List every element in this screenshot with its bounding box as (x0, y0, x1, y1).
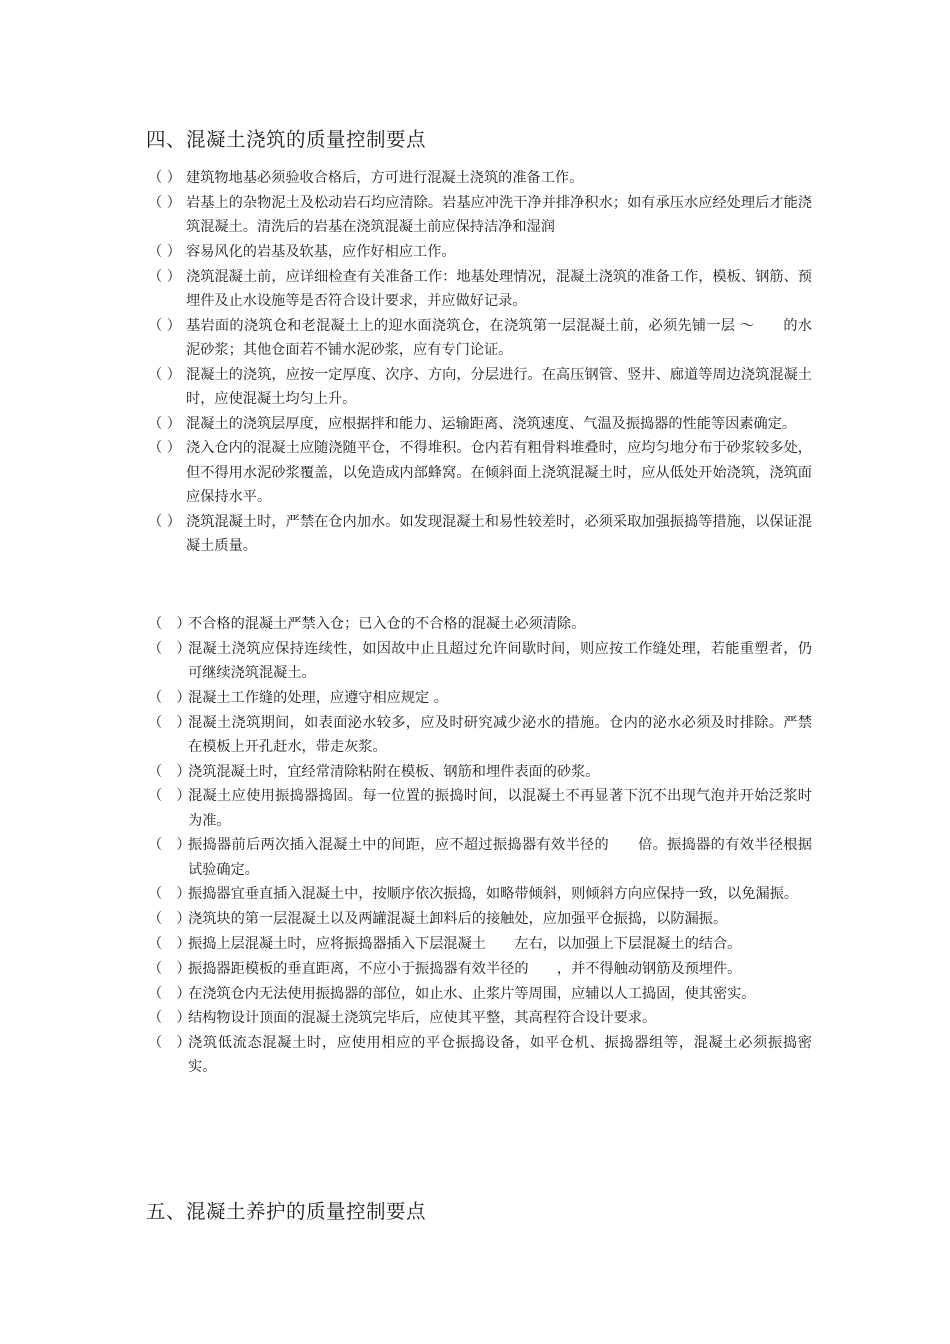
item-text: 浇筑混凝土时，严禁在仓内加水。如发现混凝土和易性较差时，必须采取加强振捣等措施，以保证混凝土质量。 (186, 513, 812, 554)
answer-bracket: （ ） (148, 960, 191, 977)
checklist-item (148, 412, 812, 436)
checklist-item (148, 612, 812, 636)
checklist-item (148, 982, 812, 1006)
checklist-item (148, 686, 812, 710)
answer-bracket: （ ） (148, 1035, 191, 1052)
answer-bracket: （ ） (148, 317, 181, 334)
item-text: 混凝土工作缝的处理，应遵守相应规定 。 (188, 689, 448, 706)
item-text: 振捣器前后两次插入混凝土中的间距，应不超过振捣器有效半径的 倍。振捣器的有效半径根据试验确定。 (188, 837, 812, 878)
checklist-item (148, 711, 812, 759)
checklist-item (148, 191, 812, 239)
checklist-item (148, 510, 812, 558)
item-text: 在浇筑仓内无法使用振捣器的部位，如止水、止浆片等周围，应辅以人工捣固，使其密实。 (188, 985, 756, 1002)
answer-bracket: （ ） (148, 911, 191, 928)
item-text: 振捣器距模板的垂直距离，不应小于振捣器有效半径的 ，并不得触动钢筋及预埋件。 (188, 960, 742, 977)
checklist-item (148, 265, 812, 313)
item-text: 岩基上的杂物泥土及松动岩石均应清除。岩基应冲洗干净并排净积水；如有承压水应经处理后才能浇筑混凝土。清洗后的岩基在浇筑混凝土前应保持洁净和湿润 (186, 194, 812, 235)
checklist-item (148, 760, 812, 784)
answer-bracket: （ ） (148, 788, 191, 805)
checklist-item (148, 1031, 812, 1079)
checklist-item (148, 784, 812, 832)
item-text: 容易风化的岩基及软基，应作好相应工作。 (186, 243, 456, 260)
item-text: 浇筑块的第一层混凝土以及两罐混凝土卸料后的接触处，应加强平仓振捣，以防漏振。 (188, 911, 728, 928)
item-text: 浇筑混凝土时，宜经常清除粘附在模板、钢筋和埋件表面的砂浆。 (188, 763, 600, 780)
answer-bracket: （ ） (148, 837, 191, 854)
item-text: 基岩面的浇筑仓和老混凝土上的迎水面浇筑仓，在浇筑第一层混凝土前，必须先铺一层 ～ 的水泥砂浆；其他仓面若不铺水泥砂浆，应有专门论证。 (186, 317, 812, 358)
answer-bracket: （ ） (148, 935, 191, 952)
item-text: 混凝土浇筑应保持连续性，如因故中止且超过允许间歇时间，则应按工作缝处理，若能重塑者，仍可继续浇筑混凝土。 (188, 640, 812, 681)
answer-bracket: （ ） (148, 689, 191, 706)
answer-bracket: （ ） (148, 640, 191, 657)
answer-bracket: （ ） (148, 440, 181, 457)
checklist-item (148, 363, 812, 411)
answer-bracket: （ ） (148, 985, 191, 1002)
item-text: 建筑物地基必须验收合格后，方可进行混凝土浇筑的准备工作。 (186, 170, 584, 186)
item-text: 混凝土浇筑期间，如表面泌水较多，应及时研究减少泌水的措施。仓内的泌水必须及时排除。严禁在模板上开孔赶水，带走灰浆。 (188, 714, 812, 755)
item-text: 混凝土的浇筑，应按一定厚度、次序、方向，分层进行。在高压钢管、竖井、廊道等周边浇筑混凝土时，应使混凝土均匀上升。 (186, 366, 812, 407)
item-text: 混凝土的浇筑层厚度，应根据拌和能力、运输距离、浇筑速度、气温及振捣器的性能等因素确定。 (186, 415, 797, 432)
checklist-item (148, 907, 812, 931)
item-text: 不合格的混凝土严禁入仓；已入仓的不合格的混凝土必须清除。 (188, 616, 586, 632)
checklist-item (148, 932, 812, 956)
answer-bracket: （ ） (148, 763, 191, 780)
item-text: 振捣器宜垂直插入混凝土中，按顺序依次振捣，如略带倾斜，则倾斜方向应保持一致，以免漏振。 (188, 886, 799, 903)
answer-bracket: （ ） (148, 366, 181, 383)
answer-bracket: （ ） (148, 1010, 191, 1027)
item-text: 混凝土应使用振捣器捣固。每一位置的振捣时间，以混凝土不再显著下沉不出现气泡并开始泛浆时为准。 (188, 788, 812, 829)
checklist-item (148, 957, 812, 981)
answer-bracket: （ ） (148, 268, 181, 285)
checklist-block-b (148, 612, 812, 1080)
item-text: 浇筑低流态混凝土时，应使用相应的平仓振捣设备，如平仓机、振捣器组等，混凝土必须振捣密实。 (188, 1035, 812, 1076)
answer-bracket: （ ） (148, 513, 181, 530)
checklist-item (148, 833, 812, 881)
checklist-item (148, 436, 812, 509)
item-text: 结构物设计顶面的混凝土浇筑完毕后，应使其平整，其高程符合设计要求。 (188, 1010, 657, 1027)
answer-bracket: （ ） (148, 616, 191, 632)
checklist-item (148, 1006, 812, 1030)
checklist-item (148, 240, 812, 264)
section-heading-five: 五、混凝土养护的质量控制要点 (146, 1200, 427, 1223)
item-text: 浇入仓内的混凝土应随浇随平仓，不得堆积。仓内若有粗骨料堆叠时，应均匀地分布于砂浆较多处，但不得用水泥砂浆覆盖，以免造成内部蜂窝。在倾斜面上浇筑混凝土时，应从低处开始浇筑，浇筑面应保持水平。 (186, 440, 812, 505)
checklist-item (148, 166, 812, 190)
answer-bracket: （ ） (148, 243, 181, 260)
answer-bracket: （ ） (148, 886, 191, 903)
answer-bracket: （ ） (148, 415, 181, 432)
item-text: 振捣上层混凝土时，应将振捣器插入下层混凝土 左右，以加强上下层混凝土的结合。 (188, 935, 742, 952)
checklist-item (148, 314, 812, 362)
answer-bracket: （ ） (148, 194, 181, 211)
answer-bracket: （ ） (148, 714, 191, 731)
checklist-block-a (148, 166, 812, 559)
checklist-item (148, 637, 812, 685)
checklist-item (148, 882, 812, 906)
item-text: 浇筑混凝土前，应详细检查有关准备工作：地基处理情况，混凝土浇筑的准备工作，模板、钢筋、预埋件及止水设施等是否符合设计要求，并应做好记录。 (186, 268, 812, 309)
answer-bracket: （ ） (148, 170, 181, 186)
section-heading-four: 四、混凝土浇筑的质量控制要点 (146, 128, 427, 151)
